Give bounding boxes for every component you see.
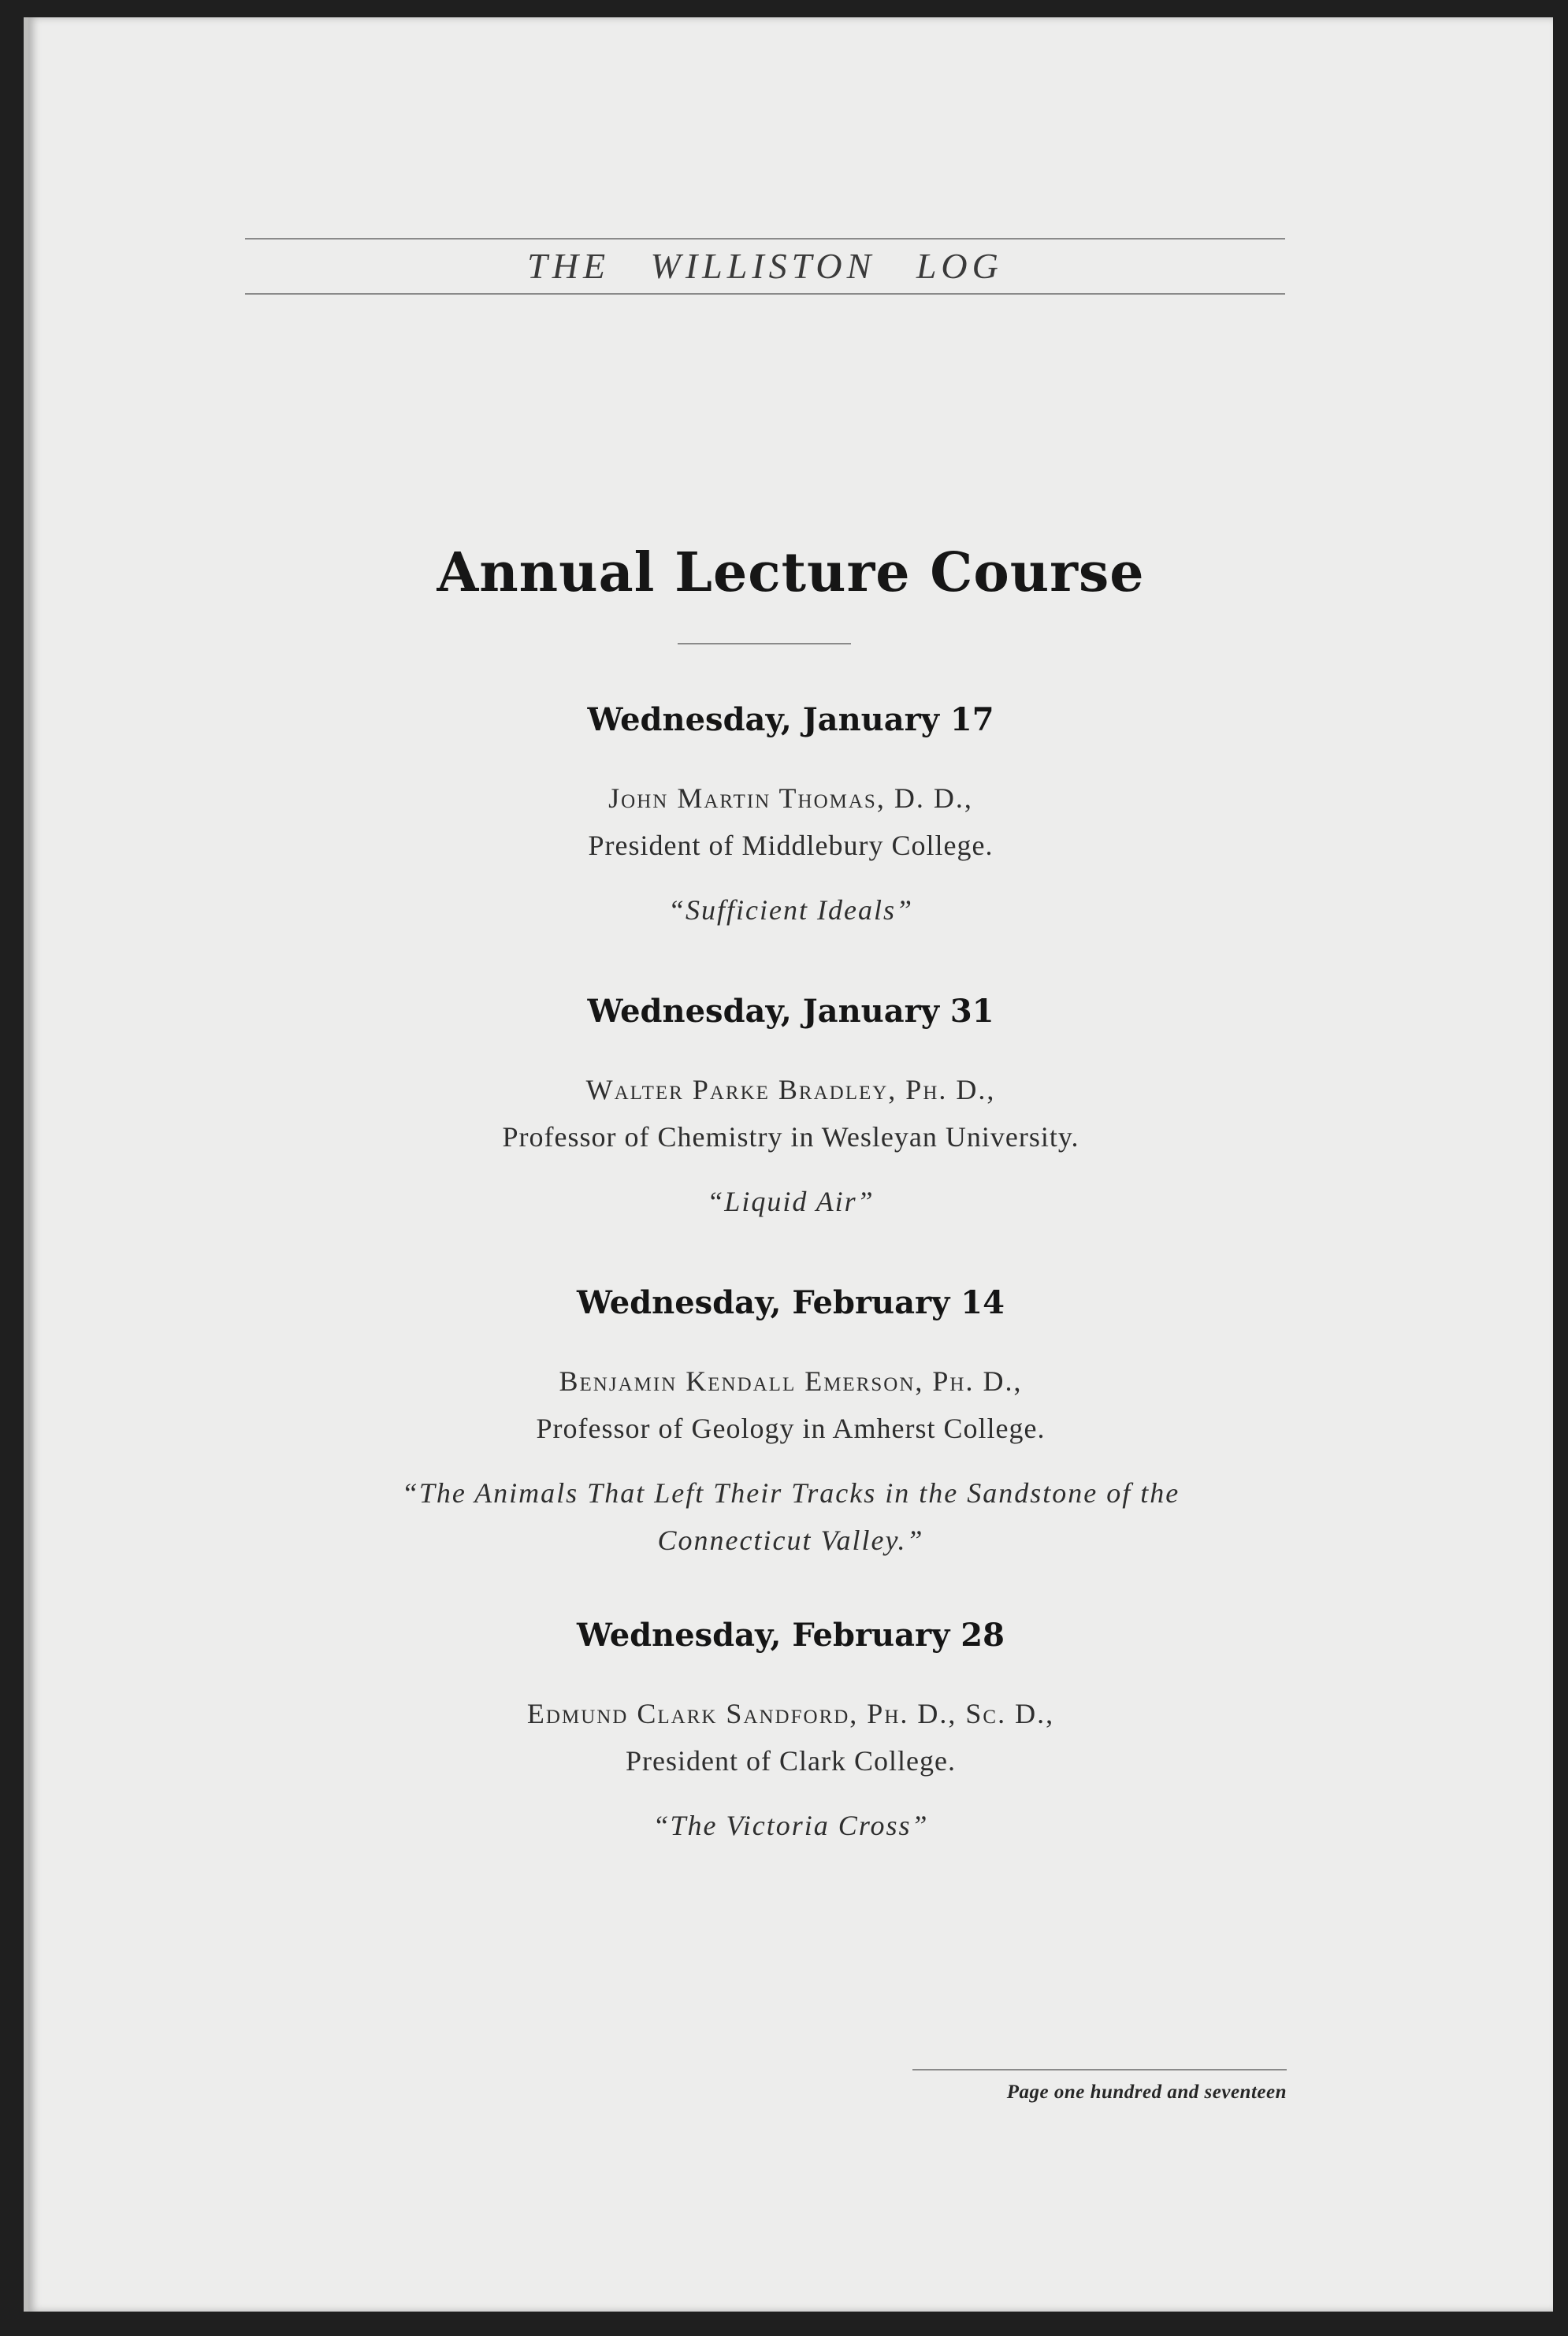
lecture-speaker-role: Professor of Geology in Amherst College. bbox=[536, 1413, 1046, 1444]
running-header bbox=[245, 238, 1285, 295]
lecture-topic: “The Animals That Left Their Tracks in the Sandstone of the Connecticut Valley.” bbox=[401, 1477, 1180, 1556]
lecture-date: Wednesday, February 14 bbox=[577, 1284, 1005, 1321]
lecture-entry bbox=[28, 1617, 1553, 1849]
lecture-speaker: Walter Parke Bradley, Ph. D., bbox=[585, 1074, 996, 1105]
lecture-entry bbox=[28, 993, 1553, 1225]
lecture-speaker-role: President of Clark College. bbox=[626, 1745, 956, 1777]
lecture-speaker-role: Professor of Chemistry in Wesleyan University. bbox=[502, 1121, 1079, 1153]
book-page bbox=[24, 17, 1553, 2312]
running-title: THE WILLISTON LOG bbox=[527, 246, 1003, 286]
page-title: Annual Lecture Course bbox=[437, 541, 1145, 604]
page-number-label: Page one hundred and seventeen bbox=[1006, 2082, 1287, 2103]
title-divider bbox=[678, 643, 851, 644]
lecture-speaker: John Martin Thomas, D. D., bbox=[608, 782, 973, 814]
lecture-topic: “Sufficient Ideals” bbox=[668, 894, 913, 926]
footer-rule bbox=[912, 2069, 1287, 2070]
header-bottom-rule bbox=[245, 293, 1285, 295]
lecture-speaker: Edmund Clark Sandford, Ph. D., Sc. D., bbox=[526, 1698, 1055, 1729]
lecture-date: Wednesday, February 28 bbox=[577, 1617, 1005, 1654]
lecture-speaker-role: President of Middlebury College. bbox=[588, 830, 994, 861]
lecture-date: Wednesday, January 31 bbox=[587, 993, 994, 1030]
lecture-date: Wednesday, January 17 bbox=[587, 701, 994, 738]
lecture-topic: “The Victoria Cross” bbox=[652, 1810, 929, 1841]
lecture-entry bbox=[28, 701, 1553, 934]
lecture-speaker: Benjamin Kendall Emerson, Ph. D., bbox=[559, 1365, 1023, 1397]
lecture-entry bbox=[28, 1284, 1553, 1564]
lecture-topic: “Liquid Air” bbox=[707, 1186, 875, 1217]
page-footer bbox=[912, 2069, 1287, 2104]
